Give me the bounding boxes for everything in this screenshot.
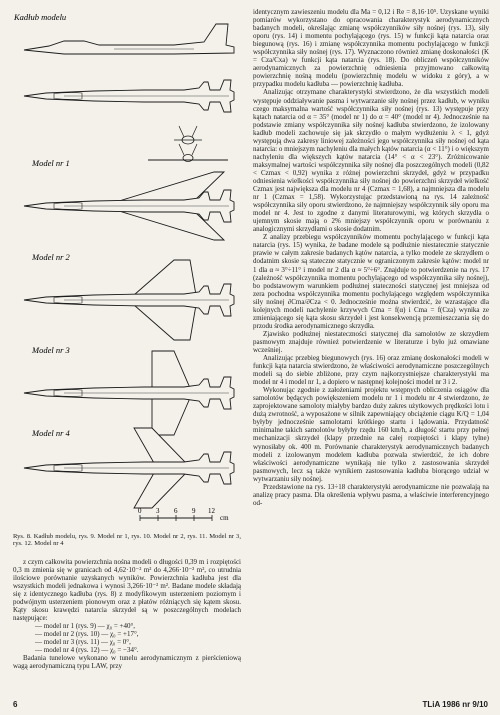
scale-tick-0: 0 (138, 507, 142, 515)
paragraph: Badania tunelowe wykonano w tunelu aerodynamicznym z pierścieniową wagą aerodynamiczną typu LAW, przy (13, 654, 241, 670)
scale-tick-9: 9 (192, 507, 196, 515)
model-4-top-view (24, 428, 234, 508)
fuselage-top-view (24, 80, 234, 112)
magazine-issue: TLiA 1986 nr 9/10 (422, 700, 488, 709)
scale-unit: cm (220, 514, 229, 522)
fuselage-side-view (24, 24, 234, 54)
scale-bar (138, 507, 229, 522)
model-1-top-view (24, 172, 234, 240)
aircraft-models-drawing (10, 8, 242, 528)
page-number: 6 (13, 700, 18, 709)
paragraph: Analizując przebieg biegunowych (rys. 16) oraz zmianę doskonałości modeli w funkcji kąta natarcia stwierdzono, że właściwości aerodynamiczne poszczególnych modeli są do siebie zbliżone, przy czym najkorzystniejsze charakterystyki ma model nr 4 i model nr 1, a dopiero w następnej kolejności model nr 3 i 2. (253, 354, 489, 387)
fuselage-front-view (174, 126, 202, 144)
model-2-top-view (24, 260, 234, 340)
model-1-front-view (148, 144, 228, 162)
page-footer (13, 700, 488, 712)
list-item: — model nr 2 (rys. 10) — χ₀ = +17°, (35, 630, 139, 638)
scale-tick-3: 3 (156, 507, 160, 515)
label-model-4: Model nr 4 (32, 428, 70, 438)
model-3-top-view (24, 351, 234, 435)
list-item: — model nr 1 (rys. 9) — χ₀ = +40°, (35, 622, 136, 630)
paragraph: Analizując otrzymane charakterystyki stwierdzono, że dla wszystkich modeli występuje oddziaływanie pasma i wytwarzanie siły nośnej przez kadłub, w wyniku czego maksymalna wartość współczynnika siły nośnej (rys. 13) występuje przy kątach natarcia od α = 35° (model nr 1) do α = 40° (model nr 4). Jednocześnie na podstawie zmiany współczynnika siły nośnej kadłuba stwierdzono, że izolowany kadłub modeli zachowuje się jak skrzydło o małym wydłużeniu λ < 1, gdyż występują dwa zakresy liniowej zależności jego współczynnika siły nośnej od kąta natarcia: o mniejszym nachyleniu dla małych kątów natarcia (α < 11°) i o większym nachyleniu dla większych kątów natarcia (14° < α < 23°). Zróżnicowanie maksymalnej wartości współczynnika siły nośnej dla poszczególnych modeli (0,82 < Czmax < 0,92) wynika z różnej powierzchni skrzydeł, gdyż w przypadku odniesienia wielkości współczynnika siły nośnej do powierzchni skrzydeł wielkość Czmax jest największa dla modelu nr 4 (Czmax = 1,68), a najmniejsza dla modelu nr 1 (Czmax = 1,58). Wykorzystując przedstawioną na rys. 14 zależność współczynnika siły oporu stwierdzono, że najmniejszy współczynnik siły oporu ma model nr 4. Jest to zgodne z danymi literaturowymi, wg których skrzydła o ujemnym skosie mają o 2% mniejszy współczynnik oporu w porównaniu z analogicznymi skrzydłami o skosie dodatnim. (253, 88, 489, 234)
label-fuselage: Kadłub modelu (14, 12, 67, 22)
figure-caption: Rys. 8. Kadłub modelu, rys. 9. Model nr 1, rys. 10. Model nr 2, rys. 11. Model nr 3, rys. 12. Model nr 4 (13, 533, 241, 548)
paragraph: identycznym zawieszeniu modelu dla Ma = 0,12 i Re = 8,16·10⁵. Uzyskane wyniki pomiarów wykorzystano do opracowania charakterystyk aerodynamicznych badanych modeli, określając zmianę współczynników siły nośnej (rys. 13), siły oporu (rys. 14) i momentu pochylającego (rys. 15) w funkcji kąta natarcia oraz biegunową (rys. 16) i zmianę współczynnika momentu pochylającego w funkcji współczynnika siły nośnej (rys. 17). Wyznaczono również zmianę doskonałości (K = Cza/Cxa) w funkcji kąta natarcia (rys. 18). Do obliczeń współczynników aerodynamicznych za powierzchnię odniesienia przyjmowano całkowitą powierzchnię nośną modelu (powierzchnię modelu w widoku z góry), a w przypadku modelu kadłuba — powierzchnię kadłuba. (253, 8, 489, 89)
paragraph: Wykonując zgodnie z założeniami projektu wstępnych obliczenia osiągów dla samolotów będących powiększeniem modelu nr 1 i modelu nr 4 stwierdzono, że zaprojektowane samoloty miałyby bardzo duży zakres użytkowych prędkości lotu i dużą zwrotność, a wyposażone w silnik zapewniający obciążenie ciągu K/Q = 1,04 byłyby jednocześnie samolotami krótkiego startu i lądowania. Przydatność minimalne takich samolotów byłyby rzędu 160 km/h, a długość startu przy pełnej mechanizacji skrzydeł (klapy przednie na całej rozpiętości i klapy tylne) wynosiłaby ok. 400 m. Porównanie charakterystyk aerodynamicznych badanych modeli z izolowanym modelem kadłuba pozwala stwierdzić, że ich dobre właściwości aerodynamiczne wynikają nie tylko z zastosowania skrzydeł pasmowych, lecz są także wynikiem zastosowania kadłuba biorącego udział w wytwarzaniu siły nośnej. (253, 386, 489, 483)
model-sweep-list (13, 622, 241, 654)
model-drawings-figure (10, 8, 242, 528)
paragraph: z czym całkowita powierzchnia nośna modeli o długości 0,39 m i rozpiętości 0,3 m zmienia się w granicach od 4,62·10⁻² m² do 4,266·10⁻² m², co utrudnia ilościowe porównanie uzyskanych wyników. Powierzchnia kadłuba jest dla wszystkich modeli jednakowa i wynosi 3,266·10⁻² m². Badane modele składają się z identycznego kadłuba (rys. 8) z modyfikowym usterzeniem poziomym i podwójnym usterzeniem pionowym oraz z płatów różniących się kątem skosu. Kąty skosu krawędzi natarcia skrzydeł są w poszczególnych modelach następujące: (13, 558, 241, 622)
scale-tick-12: 12 (208, 507, 215, 515)
paragraph: Z analizy przebiegu współczynników momentu pochylającego w funkcji kąta natarcia (rys. 15) wynika, że badane modele są podłużnie niestatecznie statycznie prawie w całym zakresie badanych kątów natarcia, a tylko modele ze skrzydłem o dodatnim skosie są stateczne statycznie w ograniczonym zakresie kątów: model nr 1 dla α ≈ 3°÷11° i model nr 2 dla α ≈ 5°÷6°. Znajduje to potwierdzenie na rys. 17 (zależność współczynnika momentu pochylającego od współczynnika siły nośnej), bo podstawowym warunkiem podłużnej stateczności statycznej jest mniejsza od zera pochodna współczynnika momentu pochylającego względem współczynnika siły nośnej ∂Cma/∂Cza < 0. Jednocześnie można stwierdzić, że wzrastające dla kolejnych modeli nachylenie krzywych Cma = f(α) i Cma = f(Cza) wynika ze zmieniającego się kąta skosu skrzydeł i jest konsekwencją przemieszczania się do przodu środka aerodynamicznego skrzydła. (253, 233, 489, 330)
list-item: — model nr 3 (rys. 11) — χ₀ = 0°, (35, 638, 131, 646)
label-model-3: Model nr 3 (32, 345, 70, 355)
left-column-text (13, 558, 241, 670)
paragraph: Przedstawione na rys. 13÷18 charakterystyki aerodynamiczne nie pozwalają na analizę pracy pasma. Dla określenia wpływu pasma, a właściwie interferencyjnego od- (253, 482, 489, 507)
list-item: — model nr 4 (rys. 12) — χ₀ = −34°. (35, 646, 139, 654)
label-model-2: Model nr 2 (32, 252, 70, 262)
paragraph: Zjawisko podłużnej niestateczności statycznej dla samolotów ze skrzydłem pasmowym znajduje również potwierdzenie w literaturze i było już omawiane wcześniej. (253, 329, 489, 354)
label-model-1: Model nr 1 (32, 158, 70, 168)
right-column-text (253, 8, 489, 507)
scale-tick-6: 6 (174, 507, 178, 515)
